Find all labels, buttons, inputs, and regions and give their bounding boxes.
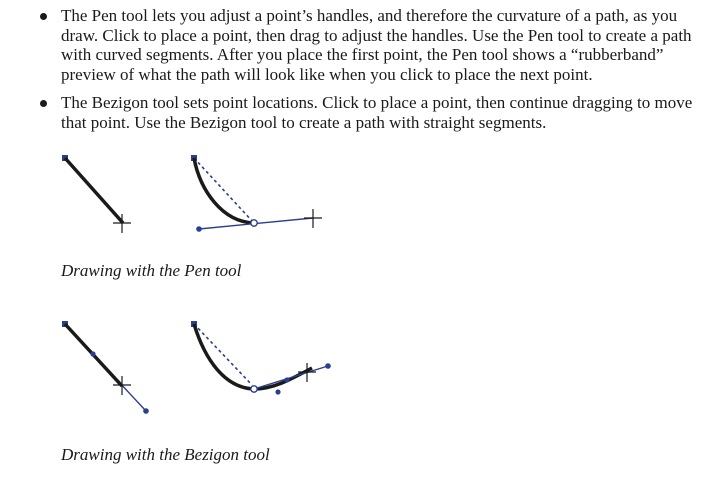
curved-path-segment — [194, 324, 312, 389]
handle-endpoint-icon — [325, 363, 331, 369]
handle-endpoint-icon — [143, 408, 149, 414]
anchor-point-open-icon — [251, 386, 257, 392]
pen-figure-caption: Drawing with the Pen tool — [61, 261, 242, 280]
bullet-bezigon-text: The Bezigon tool sets point locations. Click to place a point, then continue dragging to move that point. Use the Bezigon tool to create a path with straight segments. — [61, 93, 693, 132]
bullet-pen-text: The Pen tool lets you adjust a point’s handles, and therefore the curvature of a path, as you draw. Click to place a point, then drag to adjust the handles. Use the Pen tool to create a path with curved segments. After you place the first point, the Pen tool shows a “rubberband” preview of what the path will look like when you click to place the next point. — [61, 6, 692, 84]
crosshair-cursor-icon — [298, 363, 316, 382]
bezigon-figure-caption: Drawing with the Bezigon tool — [61, 445, 270, 464]
handle-point-icon — [275, 389, 280, 394]
handle-point-icon — [90, 351, 95, 356]
bezigon-curve-drawing — [191, 321, 331, 395]
handle-point-icon — [284, 377, 289, 382]
bezigon-straight-drawing — [62, 321, 149, 414]
handle-line — [254, 366, 328, 389]
